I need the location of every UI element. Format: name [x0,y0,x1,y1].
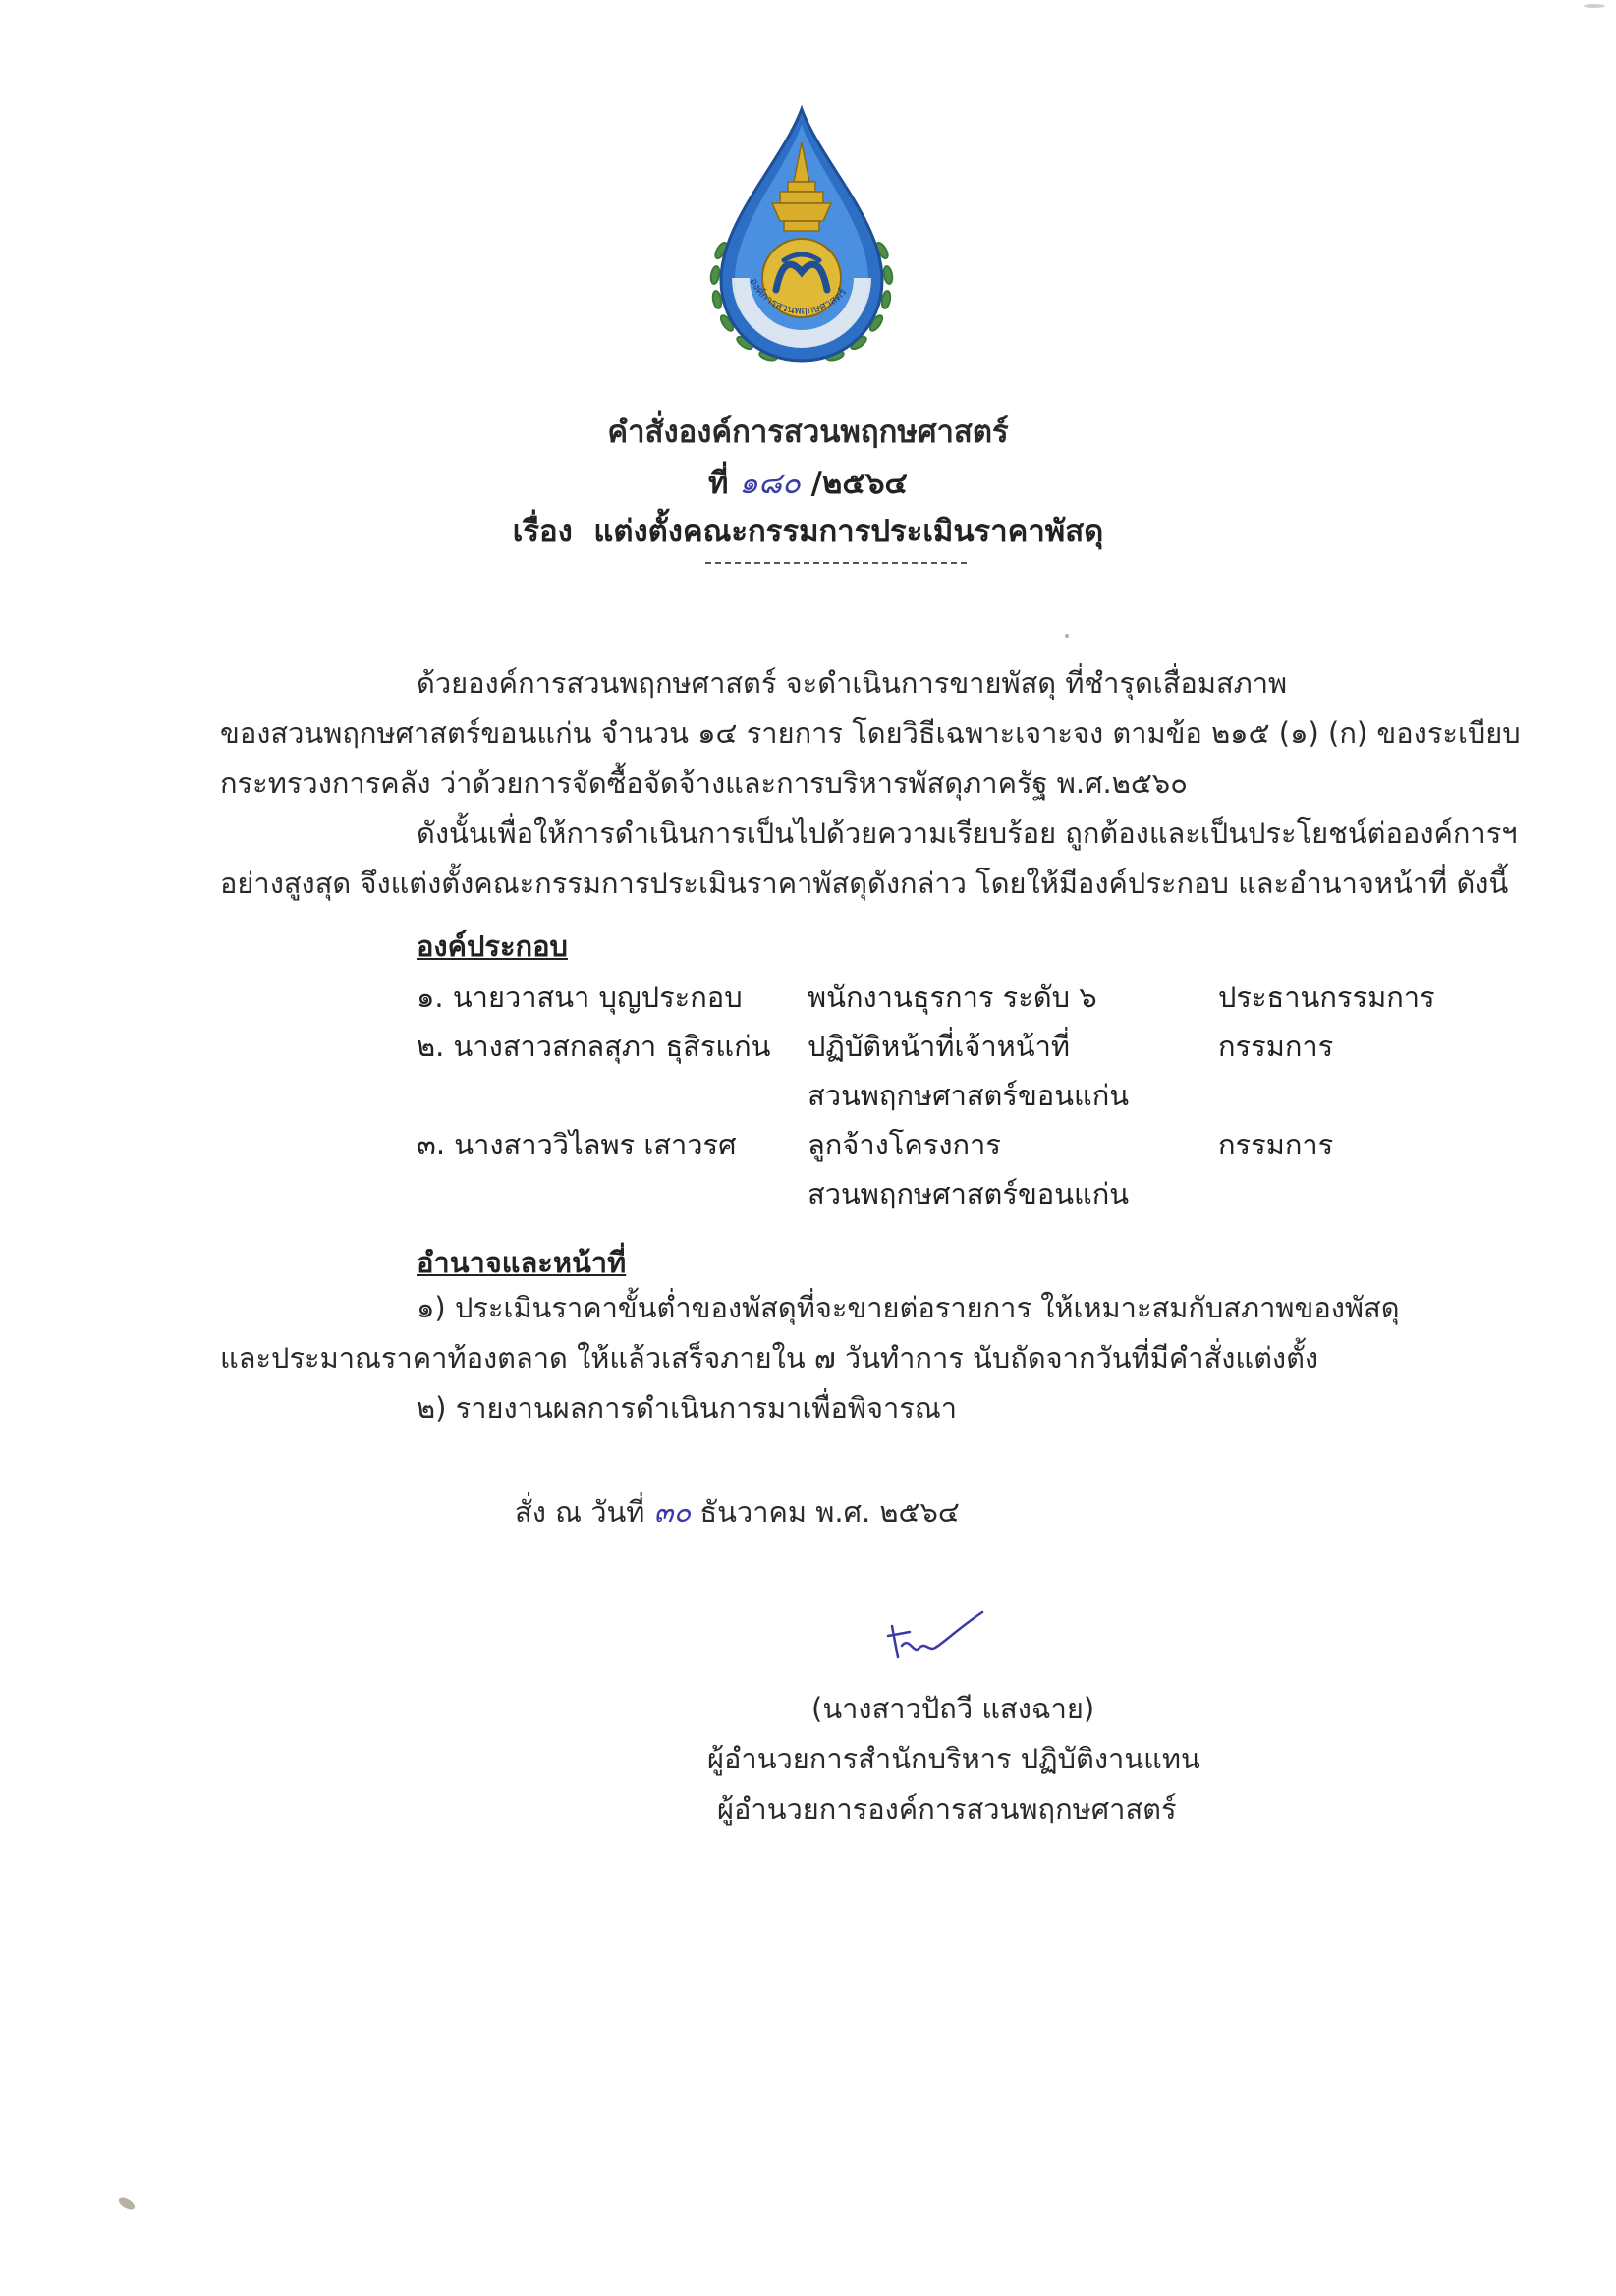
duties-heading: อำนาจและหน้าที่ [417,1246,627,1279]
member-3-name: ๓. นางสาววิไลพร เสาวรศ [417,1128,737,1161]
scan-speck [117,2195,137,2212]
duty-1-line2: และประมาณราคาท้องตลาด ให้แล้วเสร็จภายใน ๗ วันทำการ นับถัดจากวันที่มีคำสั่งแต่งตั้ง [220,1341,1319,1374]
para1-line2: ของสวนพฤกษศาสตร์ขอนแก่น จำนวน ๑๔ รายการ โดยวิธีเฉพาะเจาะจง ตามข้อ ๒๑๕ (๑) (ก) ของระเบียบ [220,716,1521,750]
order-number-year: /๒๕๖๔ [810,466,908,501]
duty-2: ๒) รายงานผลการดำเนินการมาเพื่อพิจารณา [417,1391,958,1425]
order-title: คำสั่งองค์การสวนพฤกษศาสตร์ [607,415,1009,450]
member-3-position-line1: ลูกจ้างโครงการ [808,1128,1001,1161]
date-rest: ธันวาคม พ.ศ. ๒๕๖๔ [699,1495,960,1529]
para1-line1: ด้วยองค์การสวนพฤกษศาสตร์ จะดำเนินการขายพัสดุ ที่ชำรุดเสื่อมสภาพ [417,666,1288,700]
member-2-position-line2: สวนพฤกษศาสตร์ขอนแก่น [808,1079,1130,1112]
member-3-position-line2: สวนพฤกษศาสตร์ขอนแก่น [808,1177,1130,1210]
subject-text: แต่งตั้งคณะกรรมการประเมินราคาพัสดุ [593,514,1104,549]
scan-dot [1065,634,1069,638]
date-day-handwritten: ๓๐ [653,1495,692,1529]
member-2-name: ๒. นางสาวสกลสุภา ธุสิรแก่น [417,1030,771,1063]
handwritten-signature [880,1606,988,1665]
signatory-title-line1: ผู้อำนวยการสำนักบริหาร ปฏิบัติงานแทน [707,1742,1200,1775]
organization-logo [694,103,910,388]
signatory-title-line2: ผู้อำนวยการองค์การสวนพฤกษศาสตร์ [717,1792,1177,1825]
member-1-position: พนักงานธุรการ ระดับ ๖ [808,980,1097,1014]
member-1-name: ๑. นายวาสนา บุญประกอบ [417,980,743,1014]
title-divider [705,562,967,564]
para2-line1: ดังนั้นเพื่อให้การดำเนินการเป็นไปด้วยความเรียบร้อย ถูกต้องและเป็นประโยชน์ต่อองค์การฯ [417,816,1518,850]
duty-1-line1: ๑) ประเมินราคาขั้นต่ำของพัสดุที่จะขายต่อรายการ ให้เหมาะสมกับสภาพของพัสดุ [417,1291,1400,1324]
composition-heading: องค์ประกอบ [417,929,568,963]
member-1-role: ประธานกรรมการ [1218,980,1435,1014]
member-2-role: กรรมการ [1218,1030,1334,1063]
order-number [0,458,1616,507]
member-3-role: กรรมการ [1218,1128,1334,1161]
member-2-position-line1: ปฏิบัติหน้าที่เจ้าหน้าที่ [808,1030,1070,1063]
order-number-handwritten: ๑๘๐ [739,466,801,501]
signatory-name: (นางสาวปัถวี แสงฉาย) [811,1692,1095,1725]
order-number-prefix: ที่ [708,466,729,501]
logo-arc-text: องค์การสวนพฤกษศาสตร์ [747,275,850,317]
scan-mark [1584,4,1605,8]
date-prefix: สั่ง ณ วันที่ [515,1495,645,1529]
para1-line3: กระทรวงการคลัง ว่าด้วยการจัดซื้อจัดจ้างและการบริหารพัสดุภาครัฐ พ.ศ.๒๕๖๐ [220,766,1188,800]
para2-line2: อย่างสูงสุด จึงแต่งตั้งคณะกรรมการประเมินราคาพัสดุดังกล่าว โดยให้มีองค์ประกอบ และอำนาจหน้าที่ ดังนี้ [220,867,1509,900]
order-date [515,1487,960,1537]
subject-label: เรื่อง [512,514,573,549]
order-subject [0,506,1616,555]
